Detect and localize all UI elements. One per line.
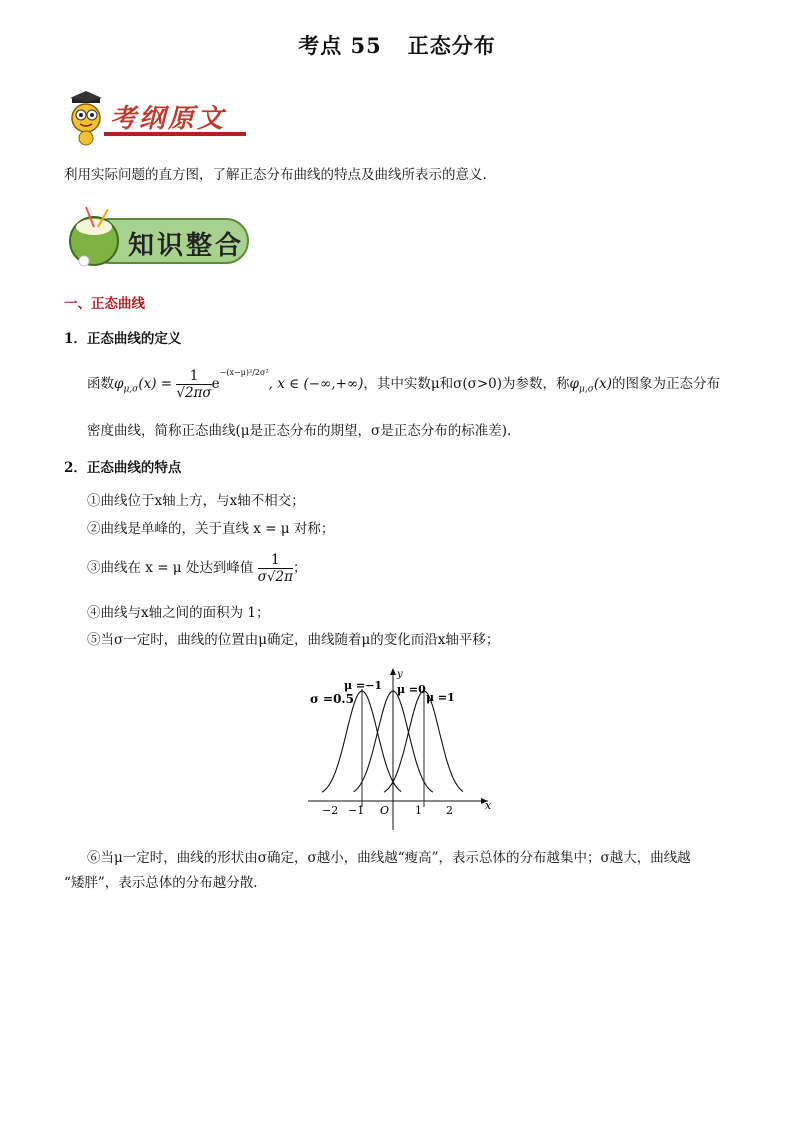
mu-label-3: μ =1 [426,691,455,704]
def-middle: ，其中实数μ和σ(σ>0)为参数，称 [363,376,570,392]
banner-knowledge [64,205,254,269]
normal-curves-figure [300,665,500,835]
def-phi2: φ [569,376,579,392]
feature-3-tail: ； [292,560,307,576]
subheading-features: 2．正态曲线的特点 [64,460,182,476]
feature-3-lead: ③曲线在 x = μ 处达到峰值 [87,560,254,576]
def-e: e [211,376,220,392]
page-title [0,30,794,60]
y-axis-arrow-icon [390,668,396,675]
def-fraction [176,368,211,401]
banner-knowledge-label: 知识整合 [128,231,245,261]
feature-3-den: σ√2π [257,569,293,585]
def-lead: 函数 [87,376,114,392]
feature-3-num: 1 [258,552,293,569]
banner-syllabus [64,88,254,148]
section-heading: 一、正态曲线 [64,296,145,312]
def-arg2: (x) [593,376,612,392]
x-tick-neg2: −2 [322,804,339,817]
title-sub: 正态分布 [407,33,496,58]
feature-1: ①曲线位于x轴上方，与x轴不相交； [87,493,305,509]
definition-line2: 密度曲线，简称正态曲线(μ是正态分布的期望，σ是正态分布的标准差). [87,423,512,439]
mu-label-2: μ =0 [397,683,426,696]
def-tail: 的图象为正态分布 [612,376,720,392]
feature-5: ⑤当σ一定时，曲线的位置由μ确定，曲线随着μ的变化而沿x轴平移； [87,632,500,648]
intro-text: 利用实际问题的直方图，了解正态分布曲线的特点及曲线所表示的意义. [64,167,487,183]
def-frac-num: 1 [176,368,211,385]
feature-6-line1: ⑥当μ一定时，曲线的形状由σ确定，σ越小，曲线越“瘦高”，表示总体的分布越集中；σ越大，曲线越 [87,850,691,866]
def-phi-sub: μ,σ [123,384,139,395]
def-domain: , x ∈ (−∞,+∞) [268,376,364,392]
x-tick-2: 2 [446,804,453,817]
mu-label-1: μ =−1 [344,679,382,692]
title-main: 考点 55 [298,33,382,58]
x-tick-neg1: −1 [348,804,365,817]
def-phi: φ [114,376,124,392]
banner-syllabus-label: 考纲原文 [110,104,227,134]
x-tick-origin: O [380,804,390,817]
def-exponent: −(x−μ)²/2σ² [219,367,269,377]
def-arg: (x) = [138,376,173,392]
feature-6-line2: “矮胖”，表示总体的分布越分散. [64,875,258,891]
sigma-label: σ =0.5 [310,692,354,706]
feature-3 [87,552,306,585]
normal-curve-3 [384,691,463,792]
def-frac-den: √2πσ [176,385,212,401]
def-phi2-sub: μ,σ [578,384,594,395]
x-tick-1: 1 [415,804,422,817]
feature-3-fraction [258,552,293,585]
feature-2: ②曲线是单峰的，关于直线 x = μ 对称； [87,521,335,537]
subheading-definition: 1．正态曲线的定义 [64,331,182,347]
feature-4: ④曲线与x轴之间的面积为 1； [87,605,270,621]
definition-formula [87,368,720,401]
x-axis-label: x [485,799,492,812]
y-axis-label: y [397,669,403,680]
